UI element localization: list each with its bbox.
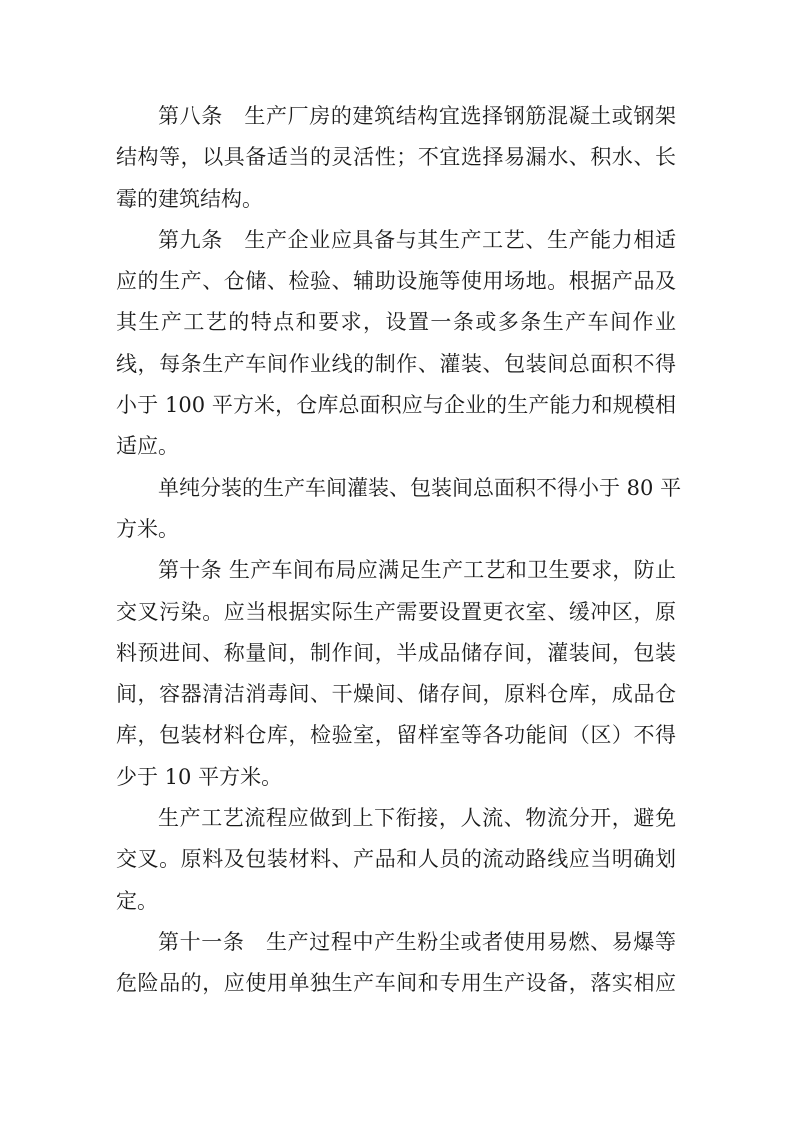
text-line: 适应。	[116, 434, 179, 459]
text-line: 少于 10 平方米。	[116, 764, 283, 789]
text-line: 应的生产、仓储、检验、辅助设施等使用场地。根据产品及	[116, 269, 676, 294]
text-line: 交叉污染。应当根据实际生产需要设置更衣室、缓冲区，原	[116, 599, 676, 624]
text-line: 结构等，以具备适当的灵活性；不宜选择易漏水、积水、长	[116, 145, 676, 170]
text-line: 小于 100 平方米，仓库总面积应与企业的生产能力和规模相	[116, 393, 676, 418]
text-line: 第十一条 生产过程中产生粉尘或者使用易燃、易爆等	[158, 929, 676, 954]
text-line: 第八条 生产厂房的建筑结构宜选择钢筋混凝土或钢架	[158, 104, 676, 128]
text-line: 线，每条生产车间作业线的制作、灌装、包装间总面积不得	[116, 351, 676, 376]
text-line: 库，包装材料仓库，检验室，留样室等各功能间（区）不得	[116, 723, 676, 748]
document-body	[116, 96, 682, 1005]
text-line: 间，容器清洁消毒间、干燥间、储存间，原料仓库，成品仓	[116, 682, 676, 707]
text-line: 其生产工艺的特点和要求，设置一条或多条生产车间作业	[116, 310, 676, 335]
text-line: 料预进间、称量间，制作间，半成品储存间，灌装间，包装	[116, 640, 676, 665]
text-line: 第十条 生产车间布局应满足生产工艺和卫生要求，防止	[158, 558, 676, 583]
text-line: 生产工艺流程应做到上下衔接，人流、物流分开，避免	[158, 806, 676, 831]
text-line: 方米。	[116, 516, 179, 541]
text-line: 霉的建筑结构。	[116, 186, 263, 211]
text-line: 定。	[116, 888, 158, 913]
text-line: 危险品的，应使用单独生产车间和专用生产设备，落实相应	[116, 971, 676, 996]
text-line: 第九条 生产企业应具备与其生产工艺、生产能力相适	[158, 227, 676, 252]
text-line: 交叉。原料及包装材料、产品和人员的流动路线应当明确划	[116, 847, 676, 872]
text-line: 单纯分装的生产车间灌装、包装间总面积不得小于 80 平	[158, 475, 682, 500]
